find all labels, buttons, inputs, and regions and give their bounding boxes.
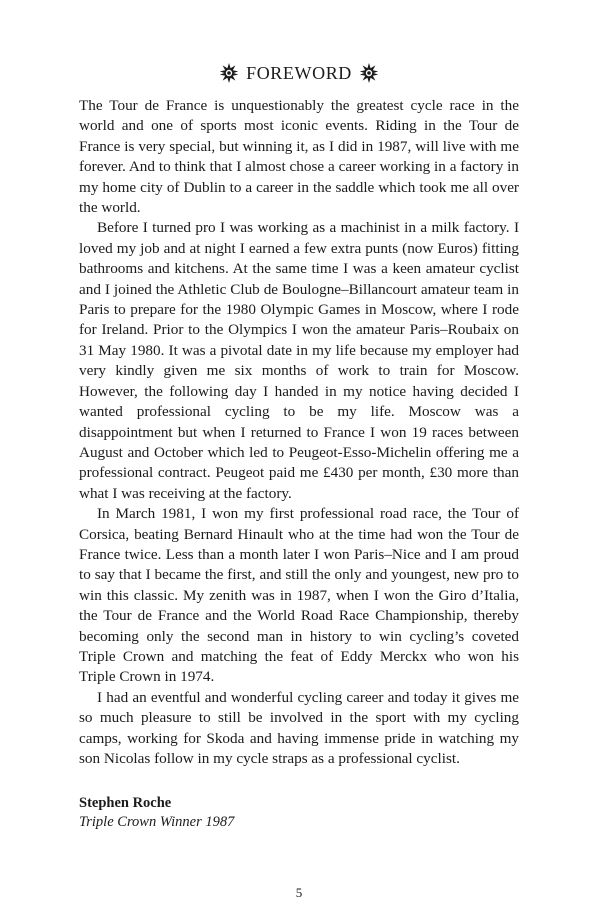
foreword-heading — [79, 62, 519, 84]
sun-rosette-icon — [219, 63, 239, 83]
author-title: Triple Crown Winner 1987 — [79, 814, 235, 830]
signature-block — [79, 794, 519, 832]
paragraph: The Tour de France is unquestionably the greatest cycle race in the world and one of sports most iconic events. Riding in the Tour de France is very special, but winning it, as I did in 1987, will live with me forever. And to think that I almost chose a career working in a factory in my home city of Dublin to a career in the saddle which took me all over the world. — [79, 97, 519, 217]
paragraph: I had an eventful and wonderful cycling career and today it gives me so much pleasure to still be involved in the sport with my cycling camps, working for Skoda and having immense pride in watching my son Nicolas follow in my cycle straps as a professional cyclist. — [79, 688, 519, 767]
foreword-body — [79, 96, 519, 769]
page-title: FOREWORD — [246, 63, 352, 83]
author-name: Stephen Roche — [79, 795, 172, 811]
sun-rosette-icon — [359, 63, 379, 83]
paragraph: In March 1981, I won my first professional road race, the Tour of Corsica, beating Bernard Hinault who at the time had won the Tour de France twice. Less than a month later I won Paris–Nice and I am proud to say that I became the first, and still the only and youngest, new pro to win this classic. My zenith was in 1987, when I won the Giro d’Italia, the Tour de France and the World Road Race Championship, thereby becoming only the second man in history to win cycling’s coveted Triple Crown and matching the feat of Eddy Merckx who won his Triple Crown in 1974. — [79, 505, 519, 686]
page-number: 5 — [295, 885, 303, 900]
book-page — [79, 0, 519, 913]
paragraph: Before I turned pro I was working as a machinist in a milk factory. I loved my job and at night I earned a few extra punts (now Euros) fitting bathrooms and kitchens. At the same time I was a keen amateur cyclist and I joined the Athletic Club de Boulogne–Billancourt amateur team in Paris to prepare for the 1980 Olympic Games in Moscow, where I rode for Ireland. Prior to the Olympics I won the amateur Paris–Roubaix on 31 May 1980. It was a pivotal date in my life because my employer had very kindly given me six months of work to train for Moscow. However, the following day I handed in my notice having decided I wanted professional cycling to be my life. Moscow was a disappointment but when I returned to France I won 19 races between August and October which led to Peugeot-Esso-Michelin offering me a professional contract. Peugeot paid me £430 per month, £30 more than what I was receiving at the factory. — [79, 219, 519, 502]
